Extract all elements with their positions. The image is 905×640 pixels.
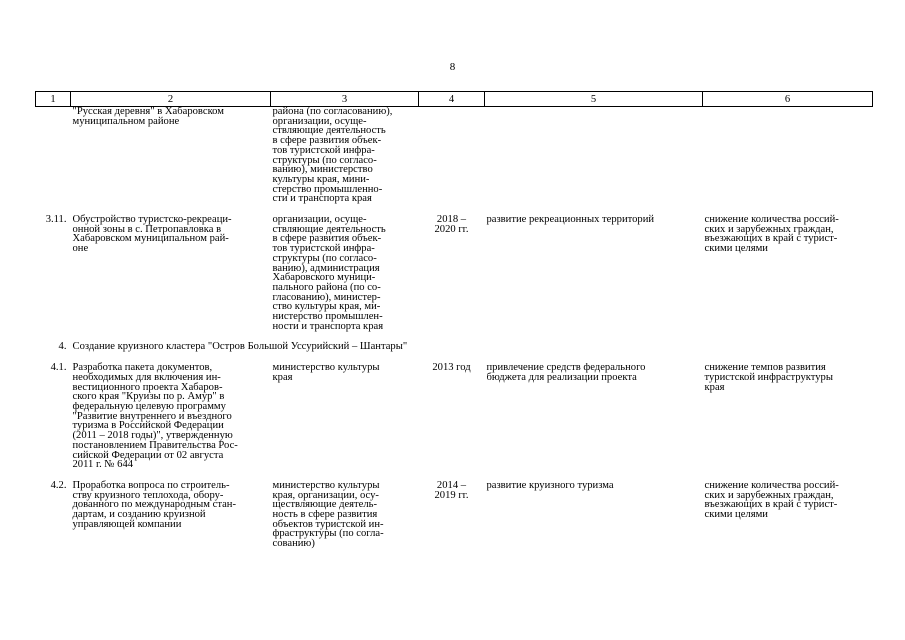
text-line: структуры (по согласо- (272, 252, 377, 264)
column-number: 2 (71, 92, 271, 107)
item-number: 3.11. (45, 214, 67, 226)
column-number: 3 (271, 92, 419, 107)
column-number: 6 (703, 92, 873, 107)
responsible-executors (271, 363, 419, 470)
text-line: муниципальном районе (72, 115, 180, 127)
activities-table (35, 91, 873, 549)
column-number: 5 (485, 92, 703, 107)
text-line: ствляющие деятельность (272, 223, 386, 235)
text-line: 2018 – (436, 214, 467, 226)
text-line: вестиционного проекта Хабаров- (72, 381, 223, 393)
column-number: 1 (36, 92, 71, 107)
text-line: снижение темпов развития (704, 362, 826, 374)
text-line: "Развитие внутреннего и въездного (72, 410, 232, 422)
expected-result: развитие рекреационных территорий (486, 214, 655, 226)
text-line: ванию), администрация (272, 262, 380, 274)
text-line: культуры края, мини- (272, 173, 370, 185)
text-line: (2011 – 2018 годы)", утвержденную (72, 430, 233, 442)
text-line: в сфере развития объек- (272, 233, 382, 245)
text-line: тов туристской инфра- (272, 243, 375, 255)
text-line: онной зоны в с. Петропавловка в (72, 223, 222, 235)
section-number: 4. (58, 341, 67, 353)
text-line: привлечение средств федерального (486, 362, 646, 374)
text-line: въезжающих в край с турист- (704, 499, 838, 511)
column-number: 4 (419, 92, 485, 107)
activity-name (71, 363, 271, 470)
item-number: 4.1. (50, 362, 67, 374)
non-implementation-consequence (703, 215, 873, 331)
text-line: нистерство промышлен- (272, 311, 383, 323)
text-line: тов туристской инфра- (272, 144, 375, 156)
text-line: министерство культуры (272, 362, 380, 374)
text-line: пального района (по со- (272, 281, 381, 293)
text-line: дованного по международным стан- (72, 499, 236, 511)
text-line: сийской Федерации от 02 августа (72, 449, 224, 461)
text-line: 2013 год (432, 362, 471, 374)
text-line: Обустройство туристско-рекреаци- (72, 214, 232, 226)
page-number: 8 (449, 61, 456, 73)
text-line: снижение количества россий- (704, 479, 839, 491)
text-line: постановлением Правительства Рос- (72, 439, 238, 451)
text-line: министерство культуры (272, 479, 380, 491)
text-line: структуры (по согласо- (272, 154, 377, 166)
non-implementation-consequence (703, 481, 873, 549)
section-title: Создание круизного кластера "Остров Большой Уссурийский – Шантары" (72, 341, 408, 353)
implementation-period (419, 481, 485, 549)
text-line: бюджета для реализации проекта (486, 371, 637, 383)
text-line: района (по согласованию), (272, 106, 393, 117)
text-line: скими целями (704, 243, 768, 255)
text-line: Проработка вопроса по строитель- (72, 479, 230, 491)
responsible-executors (271, 215, 419, 331)
text-line: края, организации, осу- (272, 489, 379, 501)
text-line: ность в сфере развития (272, 509, 378, 521)
text-line: ству круизного теплохода, обору- (72, 489, 224, 501)
column-number-row (36, 92, 873, 107)
text-line: 2014 – (436, 479, 467, 491)
activity-name (71, 481, 271, 549)
text-line: ванию), министерство (272, 164, 373, 176)
text-line: края (704, 381, 725, 393)
text-line: объектов туристской ин- (272, 518, 384, 530)
activity-name (71, 215, 271, 331)
text-line: ских и зарубежных граждан, (704, 223, 834, 235)
text-line: 2019 гг. (434, 489, 469, 501)
table-row (36, 363, 873, 470)
text-line: 2011 г. № 644 (72, 459, 134, 471)
text-line: ство культуры края, ми- (272, 301, 381, 313)
text-line: ского края "Круизы по р. Амур" в (72, 391, 225, 403)
responsible-executors (271, 481, 419, 549)
text-line: туристской инфраструктуры (704, 371, 833, 383)
text-line: Хабаровском муниципальном рай- (72, 233, 229, 245)
text-line: гласованию), министер- (272, 291, 381, 303)
text-line: ских и зарубежных граждан, (704, 489, 834, 501)
text-line: оне (72, 243, 89, 255)
non-implementation-consequence (703, 363, 873, 470)
text-line: "Русская деревня" в Хабаровском (72, 106, 224, 117)
activity-name (71, 107, 271, 205)
text-line: сованию) (272, 538, 315, 550)
table-row (36, 215, 873, 331)
text-line: сти и транспорта края (272, 193, 372, 205)
text-line: дартам, и созданию круизной (72, 509, 206, 521)
table-row (36, 107, 873, 205)
text-line: Хабаровского муници- (272, 272, 376, 284)
text-line: федеральную целевую программу (72, 400, 226, 412)
text-line: Разработка пакета документов, (72, 362, 213, 374)
text-line: въезжающих в край с турист- (704, 233, 838, 245)
item-number: 4.2. (50, 479, 67, 491)
text-line: ствляющие деятельность (272, 125, 386, 137)
text-line: необходимых для включения ин- (72, 371, 221, 383)
table-row (36, 481, 873, 549)
text-line: снижение количества россий- (704, 214, 839, 226)
expected-result: развитие круизного туризма (486, 479, 614, 491)
text-line: туризма в Российской Федерации (72, 420, 224, 432)
text-line: ности и транспорта края (272, 320, 384, 332)
text-line: организации, осуще- (272, 214, 367, 226)
text-line: фраструктуры (по согла- (272, 528, 384, 540)
text-line: стерство промышленно- (272, 183, 383, 195)
text-line: скими целями (704, 509, 768, 521)
text-line: организации, осуще- (272, 115, 367, 127)
text-line: ществляющие деятель- (272, 499, 378, 511)
implementation-period (419, 363, 485, 470)
text-line: управляющей компании (72, 518, 182, 530)
text-line: 2020 гг. (434, 223, 469, 235)
implementation-period (419, 215, 485, 331)
text-line: в сфере развития объек- (272, 135, 382, 147)
responsible-executors (271, 107, 419, 205)
expected-result (485, 363, 703, 470)
section-row (36, 342, 873, 352)
text-line: края (272, 371, 293, 383)
